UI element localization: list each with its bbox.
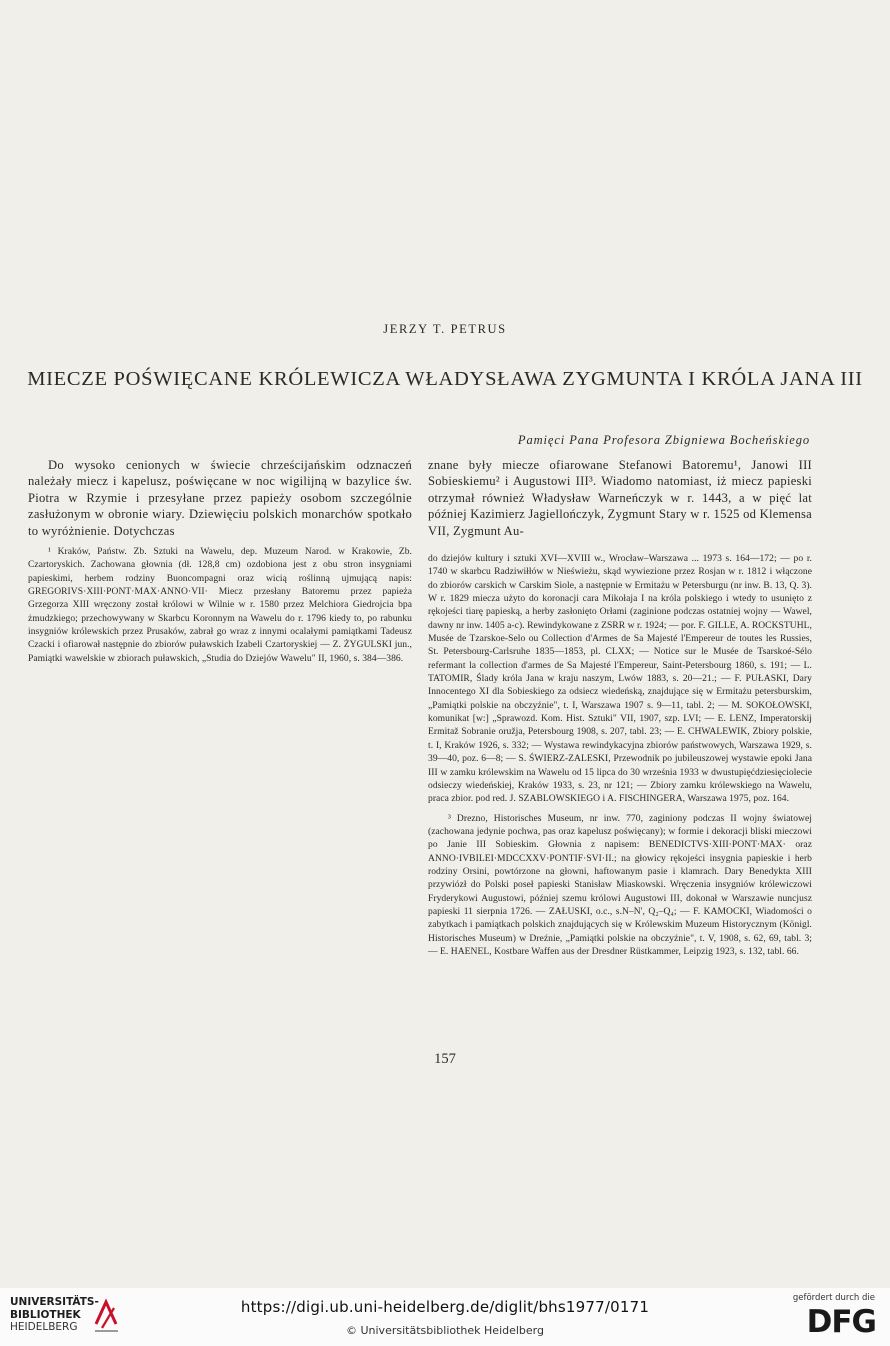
logo-line-3: HEIDELBERG (10, 1321, 78, 1333)
body-text-right: znane były miecze ofiarowane Stefanowi Batoremu¹, Janowi III Sobieskiemu² i Augustowi III³. Wiadomo natomiast, iż miecz papieski otrzymał również Władysław Warneńczyk w r. 1443, a w pięć lat później Kazimierz Jagiellończyk, Zygmunt Stary w r. 1525 od Klemensa VII, Zygmunt Au- (428, 458, 812, 538)
logo-text (10, 1296, 99, 1334)
page-number: 157 (434, 1051, 456, 1067)
footnote-2-continued: do dziejów kultury i sztuki XVI—XVIII w., Wrocław–Warszawa ... 1973 s. 164—172; — po r. 1740 w skarbcu Radziwiłłów w Nieświeżu, skąd wywiezione przez Rosjan w r. 1812 i włączone do zbiorów carskich w Carskim Siole, a następnie w Ermitażu w Petersburgu (nr inw. B. 13, Q. 3). W r. 1829 miecza użyto do koronacji cara Mikołaja I na króla polskiego i wtedy to usunięto z rękojeści tiarę papieską, a herby zasłonięto Orłami (zaginione podczas ostatniej wojny — Wawel, dawny nr inw. 1405 a-c). Rewindykowane z ZSRR w r. 1924; — por. F. GILLE, A. ROCKSTUHL, Musée de Tzarskoe-Selo ou Collection d'Armes de Sa Majesté l'Empereur de toutes les Russies, St. Petersbourg-Carlsruhe 1835—1853, pl. CLXX; — Notice sur le Musée de Tsarskoé-Sélo refermant la collection d'armes de Sa Majesté l'Empereur, Saint-Petersbourg 1860, s. 191; — L. TATOMIR, Ślady króla Jana w kraju naszym, Lwów 1883, s. 20—21.; — F. PUŁASKI, Dary Innocentego XI dla Sobieskiego za odsiecz wiedeńską, znajdujące się w Ermitażu petersburskim, „Pamiątki polskie na obczyźnie", t. I, Warszawa 1907 s. 9—11, tabl. 2; — M. SOKOŁOWSKI, komunikat [w:] „Sprawozd. Kom. Hist. Sztuki" VII, 1907, szp. LVI; — E. LENZ, Imperatorskij Ermitaž Sobranie oružja, Petersbourg 1908, s. 207, tabl. 23; — E. CHWALEWIK, Zbiory polskie, t. I, Kraków 1926, s. 332; — Wystawa rewindykacyjna zbiorów państwowych, Warszawa 1929, s. 39—40, poz. 6—8; — S. ŚWIERZ-ZALESKI, Przewodnik po jubileuszowej wystawie epoki Jana III w zamku królewskim na Wawelu od 15 lipca do 30 września 1933 w dwustupięćdziesięciolecie odsieczy wiedeńskiej, Kraków 1933, s. 23, nr 121; — Zbiory zamku królewskiego na Wawelu, praca zbior. pod red. J. SZABLOWSKIEGO i A. FISCHINGERA, Warszawa 1975, poz. 164. (428, 553, 812, 805)
permalink-url[interactable]: https://digi.ub.uni-heidelberg.de/diglit/bhs1977/0171 (240, 1298, 650, 1316)
funder-label: gefördert durch die (792, 1293, 875, 1303)
footnote-1: ¹ Kraków, Państw. Zb. Sztuki na Wawelu, dep. Muzeum Narod. w Krakowie, Zb. Czartoryskich. Zachowana głownia (dł. 128,8 cm) ozdobiona jest z obu stron insygniami papieskimi, herbem rodziny Buoncompagni oraz wicią roślinną ujmującą napis: GREGORIVS·XIII·PONT·MAX·ANNO·VII· Miecz przesłany Batoremu przez papieża Grzegorza XIII wręczony został królowi w Wilnie w r. 1580 przez Melchiora Giedrojcia bpa żmudzkiego; przechowywany w Skarbcu Koronnym na Wawelu do r. 1796 kiedy to, po rabunku insygniów królewskich przez Prusaków, zabrał go wraz z innymi ocalałymi pamiątkami Tadeusz Czacki i ofiarował następnie do zbiorów puławskich Izabeli Czartoryskiej — Z. ŻYGULSKI jun., Pamiątki wawelskie w zbiorach puławskich, „Studia do Dziejów Wawelu" II, 1960, s. 384—386. (28, 546, 412, 664)
footnote-3: ³ Drezno, Historisches Museum, nr inw. 770, zaginiony podczas II wojny światowej (zachowana jedynie pochwa, pas oraz kapelusz poświęcany); w formie i dekoracji bliski mieczowi po Janie III Sobieskim. Głownia z napisem: BENEDICTVS·XIII·PONT·MAX· oraz ANNO·IVBILEI·MDCCXXV·PONTIF·SVI·II.; na głowicy rękojeści insygnia papieskie i herb rodziny Orsini, powtórzone na głowni, haftowanym pasie i klamrach. Dary Benedykta XIII przywiózł do Polski poseł papieski Stanisław Miaskowski. Wręczenia insygniów królewiczowi Fryderykowi Augustowi, później szemu królowi Augustowi III, dokonał w Warszawie nuncjusz papieski 11 sierpnia 1726. — ZAŁUSKI, o.c., s.N–N', Q₂–Q₄; — F. KAMOCKI, Wiadomości o zabytkach i pamiątkach polskich znajdujących się w Królewskim Muzeum Historycznym (Königl. Historisches Museum) w Dreźnie, „Pamiątki polskie na obczyźnie", t. V, 1908, s. 62, 69, tabl. 3; — E. HAENEL, Kostbare Waffen aus der Dresdner Rüstkammer, Leipzig 1923, s. 132, tabl. 66. (428, 812, 812, 957)
viewer-footer (0, 1288, 890, 1346)
dfg-logo[interactable]: DFG (806, 1304, 876, 1340)
library-emblem-icon (92, 1298, 122, 1334)
footnotes-right (428, 552, 812, 958)
article-title: MIECZE POŚWIĘCANE KRÓLEWICZA WŁADYSŁAWA ZYGMUNTA I KRÓLA JANA III (27, 368, 863, 390)
university-library-logo[interactable] (10, 1296, 130, 1336)
logo-line-1: UNIVERSITÄTS- (10, 1296, 99, 1308)
author-name: JERZY T. PETRUS (383, 322, 507, 336)
copyright-notice: © Universitätsbibliothek Heidelberg (345, 1324, 544, 1337)
body-paragraph: Do wysoko cenionych w świecie chrześcijańskim odznaczeń należały miecz i kapelusz, poświęcane w noc wigilijną w bazylice św. Piotra w Rzymie i przesyłane przez papieży osobom szczególnie zasłużonym w obronie wiary. Dziewięciu polskich monarchów spotkało to wyróżnienie. Dotychczas (28, 458, 412, 538)
dedication: Pamięci Pana Profesora Zbigniewa Bocheńskiego (517, 433, 810, 447)
body-text-left (28, 457, 412, 539)
footnotes-left (28, 545, 412, 665)
logo-line-2: BIBLIOTHEK (10, 1308, 81, 1321)
